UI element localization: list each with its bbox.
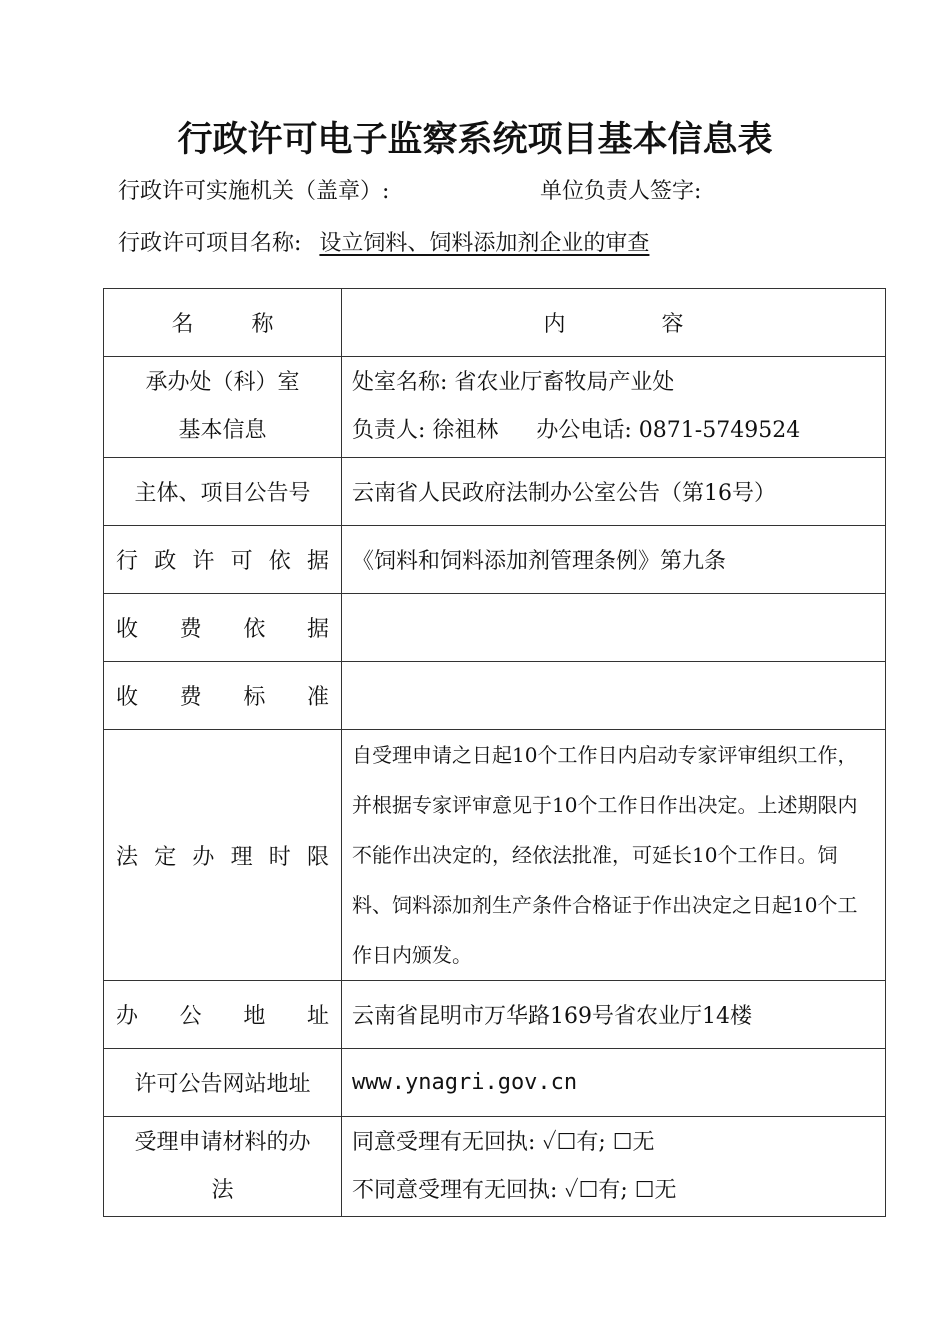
- deadline-name-cell: [104, 730, 342, 981]
- deadline-text: 自受理申请之日起10个工作日内启动专家评审组织工作，并根据专家评审意见于10个工作日作出决定。上述期限内不能作出决定的，经依法批准，可延长10个工作日。饲料、饲料添加剂生产条件合格证于作出决定之日起10个工作日内颁发。: [352, 743, 858, 967]
- notice-name-cell: 主体、项目公告号: [104, 458, 342, 526]
- receipt-reject-line: 不同意受理有无回执: ✓☐有; ☐无: [352, 1177, 677, 1203]
- address-name-char: 地: [243, 1004, 266, 1029]
- table-header-row: [104, 289, 886, 357]
- dept-office: 处室名称: 省农业厅畜牧局产业处: [352, 370, 675, 395]
- deadline-name-char: 时: [268, 844, 291, 870]
- agency-label: 行政许可实施机关（盖章）:: [118, 179, 390, 204]
- table-row-receipt: [104, 1117, 886, 1217]
- project-name: 设立饲料、饲料添加剂企业的审查: [319, 231, 650, 256]
- basis-content-cell: 《饲料和饲料添加剂管理条例》第九条: [342, 526, 886, 594]
- address-name-char: 址: [306, 1004, 329, 1029]
- dept-name-line2: 基本信息: [178, 418, 267, 443]
- project-line: [118, 226, 649, 257]
- fee-standard-name-char: 标: [243, 685, 266, 710]
- address-name-char: 办: [116, 1004, 139, 1029]
- dept-content-cell: [342, 357, 886, 458]
- dept-name-cell: [104, 357, 342, 458]
- table-row-address: [104, 981, 886, 1049]
- basis-name-char: 政: [154, 549, 177, 574]
- header-name-cell: [104, 289, 342, 357]
- fee-basis-name-cell: [104, 594, 342, 662]
- fee-standard-name-char: 收: [116, 685, 139, 710]
- table-row-deadline: [104, 730, 886, 981]
- table-row-dept: [104, 357, 886, 458]
- fee-standard-name-cell: [104, 662, 342, 730]
- table-row-notice: [104, 458, 886, 526]
- dept-contact: [352, 407, 885, 455]
- header-name-char: 名: [171, 312, 194, 337]
- fee-standard-name-char: 准: [306, 685, 329, 710]
- header-content-char: 容: [661, 312, 684, 337]
- receipt-content-cell: [342, 1117, 886, 1217]
- address-content-cell: 云南省昆明市万华路169号省农业厅14楼: [342, 981, 886, 1049]
- website-link[interactable]: www.ynagri.gov.cn: [342, 1049, 886, 1117]
- deadline-name-char: 定: [154, 844, 177, 870]
- deadline-name-char: 限: [306, 844, 329, 870]
- fee-basis-name-char: 费: [179, 617, 202, 642]
- basis-name-char: 许: [192, 549, 215, 574]
- info-table: [103, 288, 886, 1217]
- receipt-name-cell: [104, 1117, 342, 1217]
- fee-standard-content-cell: [342, 662, 886, 730]
- basis-name-char: 可: [230, 549, 253, 574]
- dept-phone: 办公电话: 0871-5749524: [536, 418, 801, 443]
- deadline-name-char: 办: [192, 844, 215, 870]
- header-content-cell: [342, 289, 886, 357]
- deadline-name-char: 法: [116, 844, 139, 870]
- table-row-basis: [104, 526, 886, 594]
- notice-content-cell: 云南省人民政府法制办公室公告（第16号）: [342, 458, 886, 526]
- header-content-char: 内: [543, 312, 566, 337]
- table-row-fee-standard: [104, 662, 886, 730]
- dept-person: 负责人: 徐祖林: [352, 418, 499, 443]
- dept-name-line1: 承办处（科）室: [145, 370, 300, 395]
- website-name-cell: 许可公告网站地址: [104, 1049, 342, 1117]
- fee-basis-content-cell: [342, 594, 886, 662]
- table-row-website: [104, 1049, 886, 1117]
- fee-standard-name-char: 费: [179, 685, 202, 710]
- basis-name-char: 据: [306, 549, 329, 574]
- receipt-name-line1: 受理申请材料的办: [134, 1129, 311, 1155]
- table-row-fee-basis: [104, 594, 886, 662]
- document-title: 行政许可电子监察系统项目基本信息表: [177, 119, 773, 160]
- basis-name-char: 行: [116, 549, 139, 574]
- basis-name-cell: [104, 526, 342, 594]
- signer-label: 单位负责人签字:: [540, 179, 702, 204]
- deadline-name-char: 理: [230, 844, 253, 870]
- basis-name-char: 依: [268, 549, 291, 574]
- receipt-accept-line: 同意受理有无回执: ✓☐有; ☐无: [352, 1129, 655, 1155]
- receipt-name-line2: 法: [211, 1177, 234, 1203]
- address-name-cell: [104, 981, 342, 1049]
- fee-basis-name-char: 收: [116, 617, 139, 642]
- project-label: 行政许可项目名称:: [118, 231, 302, 256]
- header-name-char: 称: [251, 312, 274, 337]
- fee-basis-name-char: 据: [306, 617, 329, 642]
- address-name-char: 公: [179, 1004, 202, 1029]
- deadline-content-cell: [342, 730, 886, 981]
- fee-basis-name-char: 依: [243, 617, 266, 642]
